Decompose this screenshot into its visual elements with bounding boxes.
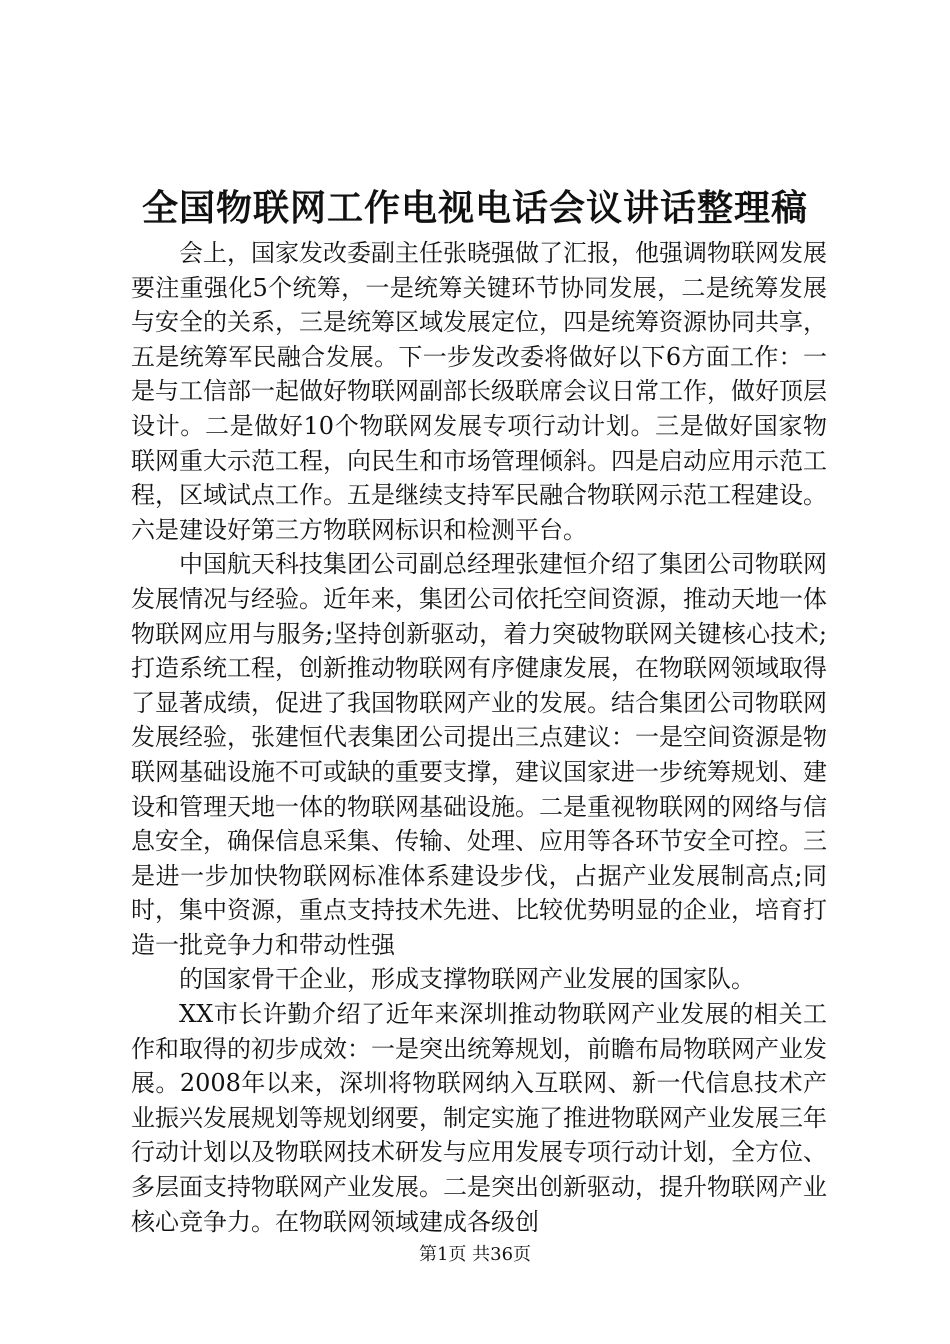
page-number-footer: 第1页 共36页 [418, 1244, 532, 1265]
paragraph-3: 的国家骨干企业，形成支撑物联网产业发展的国家队。 [179, 965, 755, 994]
paragraph-2: 中国航天科技集团公司副总经理张建恒介绍了集团公司物联网发展情况与经验。近年来，集团公司依托空间资源，推动天地一体物联网应用与服务;坚持创新驱动，着力突破物联网关键核心技术;打造系统工程，创新推动物联网有序健康发展，在物联网领域取得了显著成绩，促进了我国物联网产业的发展。结合集团公司物联网发展经验，张建恒代表集团公司提出三点建议：一是空间资源是物联网基础设施不可或缺的重要支撑，建议国家进一步统筹规划、建设和管理天地一体的物联网基础设施。二是重视物联网的网络与信息安全，确保信息采集、传输、处理、应用等各环节安全可控。三是进一步加快物联网标准体系建设步伐，占据产业发展制高点;同时，集中资源，重点支持技术先进、比较优势明显的企业，培育打造一批竞争力和带动性强 [131, 550, 827, 959]
document-title: 全国物联网工作电视电话会议讲话整理稿 [141, 187, 808, 229]
paragraph-1: 会上，国家发改委副主任张晓强做了汇报，他强调物联网发展要注重强化5个统筹，一是统筹关键环节协同发展，二是统筹发展与安全的关系，三是统筹区域发展定位，四是统筹资源协同共享，五是统筹军民融合发展。下一步发改委将做好以下6方面工作：一是与工信部一起做好物联网副部长级联席会议日常工作，做好顶层设计。二是做好10个物联网发展专项行动计划。三是做好国家物联网重大示范工程，向民生和市场管理倾斜。四是启动应用示范工程，区域试点工作。五是继续支持军民融合物联网示范工程建设。六是建设好第三方物联网标识和检测平台。 [131, 239, 827, 544]
document-body [131, 236, 827, 1239]
paragraph-4: XX市长许勤介绍了近年来深圳推动物联网产业发展的相关工作和取得的初步成效：一是突出统筹规划，前瞻布局物联网产业发展。2008年以来，深圳将物联网纳入互联网、新一代信息技术产业振兴发展规划等规划纲要，制定实施了推进物联网产业发展三年行动计划以及物联网技术研发与应用发展专项行动计划，全方位、多层面支持物联网产业发展。二是突出创新驱动，提升物联网产业核心竞争力。在物联网领域建成各级创 [131, 1000, 827, 1236]
